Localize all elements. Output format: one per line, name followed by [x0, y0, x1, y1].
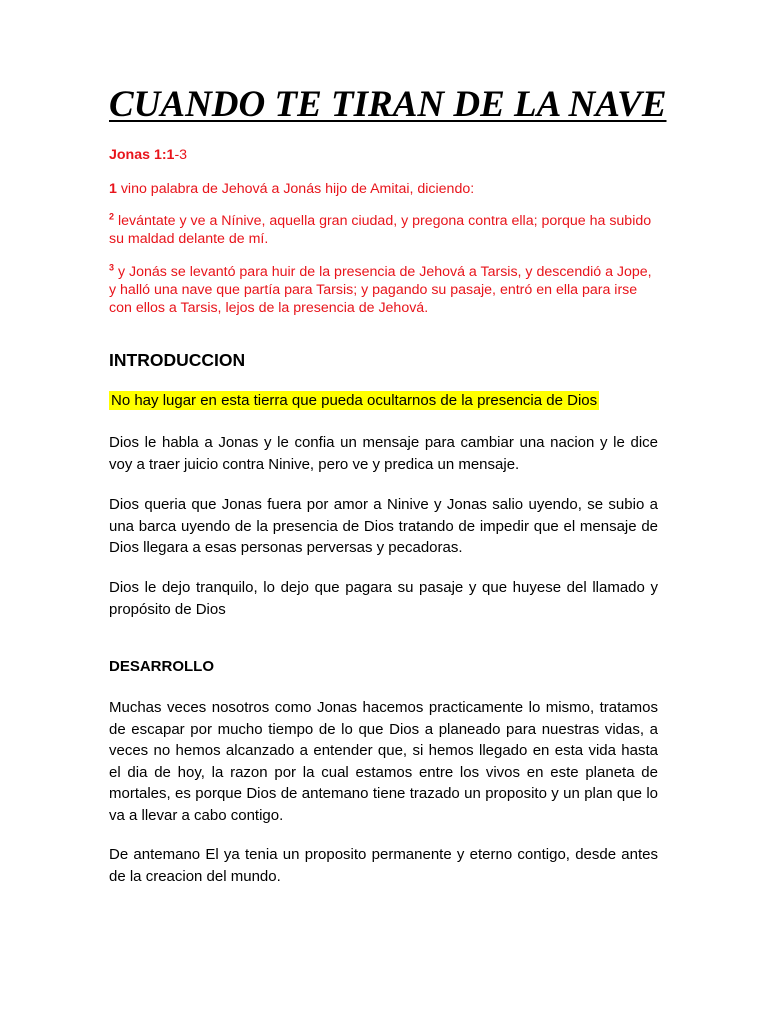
verse-1	[109, 180, 658, 198]
section-heading-desarrollo: DESARROLLO	[109, 658, 214, 675]
reference-book-chapter: Jonas 1:1	[109, 147, 175, 163]
intro-paragraph-2: Dios queria que Jonas fuera por amor a Ninive y Jonas salio uyendo, se subio a una barca uyendo de la presencia de Dios tratando de impedir que el mensaje de Dios llegara a esas personas perversas y pecadoras.	[109, 496, 658, 556]
intro-paragraph-3: Dios le dejo tranquilo, lo dejo que pagara su pasaje y que huyese del llamado y propósito de Dios	[109, 579, 658, 618]
verse-text: levántate y ve a Nínive, aquella gran ciudad, y pregona contra ella; porque ha subido su maldad delante de mí.	[109, 213, 652, 247]
scripture-reference	[109, 146, 658, 164]
verse-text: y Jonás se levantó para huir de la presencia de Jehová a Tarsis, y descendió a Jope, y halló una nave que partía para Tarsis; y pagando su pasaje, entró en ella para irse con ellos a Tarsis, lejos de la presencia de Jehová.	[109, 264, 652, 316]
verse-3	[109, 263, 658, 317]
verse-number: 1	[109, 181, 117, 197]
verse-2	[109, 212, 658, 248]
section-heading-introduccion: INTRODUCCION	[109, 350, 246, 370]
verse-number: 3	[109, 262, 115, 273]
verse-number: 2	[109, 211, 115, 222]
desarrollo-paragraph-2: De antemano El ya tenia un proposito permanente y eterno contigo, desde antes de la creacion del mundo.	[109, 846, 658, 885]
intro-paragraph-1: Dios le habla a Jonas y le confia un mensaje para cambiar una nacion y le dice voy a traer juicio contra Ninive, pero ve y predica un mensaje.	[109, 434, 658, 473]
document-title: CUANDO TE TIRAN DE LA NAVE	[109, 84, 667, 125]
desarrollo-paragraph-1: Muchas veces nosotros como Jonas hacemos practicamente lo mismo, tratamos de escapar por mucho tiempo de lo que Dios a planeado para nuestras vidas, a veces no hemos alcanzado a entender que, si hemos llegado en esta vida hasta el dia de hoy, la razon por la cual estamos entre los vivos en este planeta de mortales, es porque Dios de antemano tiene trazado un proposito y un plan que lo va a llevar a cabo contigo.	[109, 699, 658, 824]
reference-range-end: -3	[174, 147, 188, 163]
highlighted-text: No hay lugar en esta tierra que pueda ocultarnos de la presencia de Dios	[111, 392, 598, 409]
highlighted-statement	[109, 391, 599, 411]
verse-text: vino palabra de Jehová a Jonás hijo de Amitai, diciendo:	[116, 181, 475, 197]
